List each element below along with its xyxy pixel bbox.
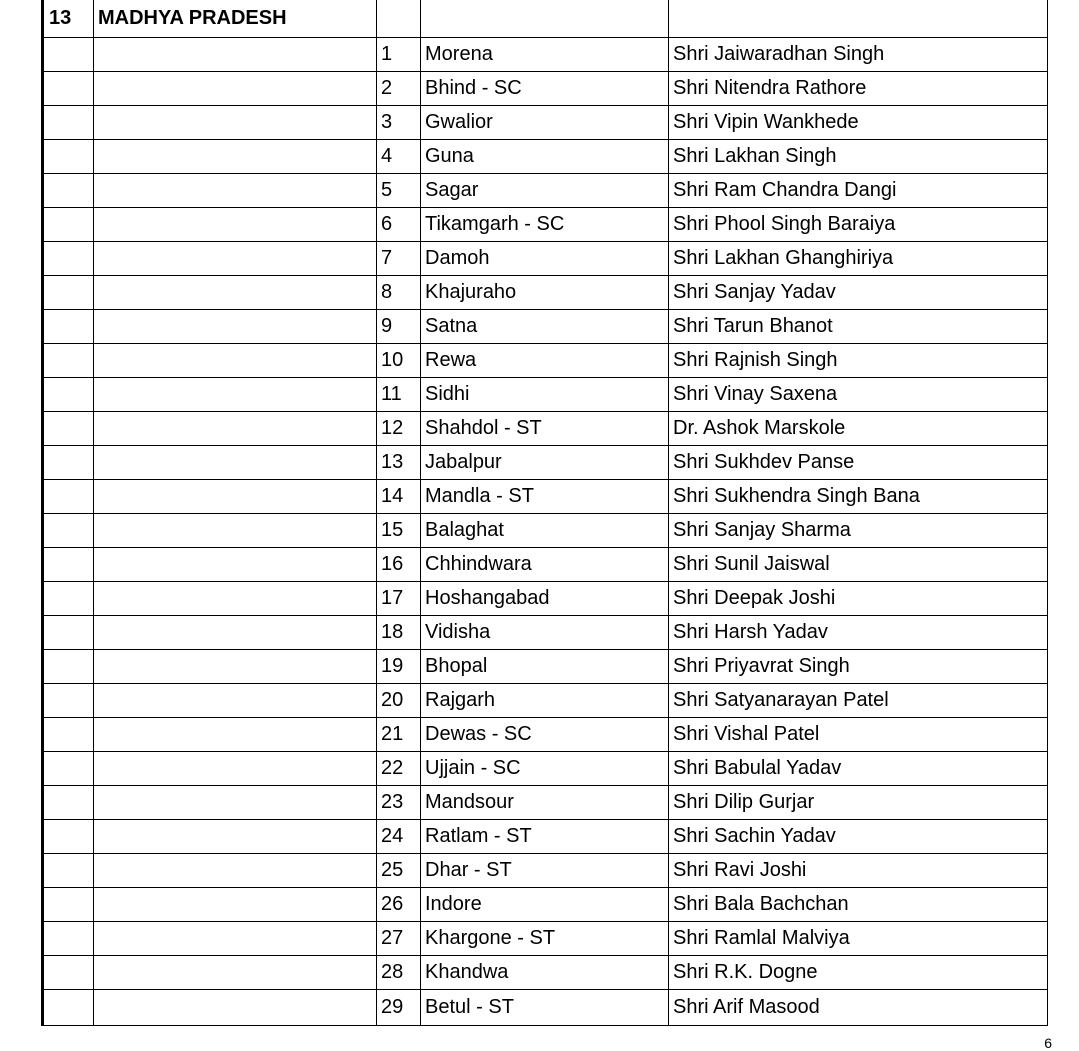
table-row (43, 650, 1048, 684)
candidate-name: Shri Satyanarayan Patel (669, 684, 1048, 718)
table-row (43, 276, 1048, 310)
serial-number: 4 (377, 140, 421, 174)
state-number: 13 (43, 0, 94, 38)
constituency-name: Hoshangabad (421, 582, 669, 616)
serial-number: 12 (377, 412, 421, 446)
candidate-name: Shri Lakhan Singh (669, 140, 1048, 174)
candidate-name: Shri Sukhendra Singh Bana (669, 480, 1048, 514)
empty-cell (43, 990, 94, 1026)
constituency-name: Khandwa (421, 956, 669, 990)
constituency-name: Mandla - ST (421, 480, 669, 514)
constituency-name: Dhar - ST (421, 854, 669, 888)
table-row (43, 242, 1048, 276)
empty-cell (669, 0, 1048, 38)
candidate-name: Shri Vinay Saxena (669, 378, 1048, 412)
empty-cell (377, 0, 421, 38)
candidate-name: Shri Bala Bachchan (669, 888, 1048, 922)
table-row (43, 514, 1048, 548)
empty-cell (43, 446, 94, 480)
candidate-name: Shri Lakhan Ghanghiriya (669, 242, 1048, 276)
serial-number: 13 (377, 446, 421, 480)
constituency-name: Bhind - SC (421, 72, 669, 106)
serial-number: 24 (377, 820, 421, 854)
table-row (43, 378, 1048, 412)
constituency-name: Vidisha (421, 616, 669, 650)
empty-cell (94, 208, 377, 242)
candidate-name: Shri Sachin Yadav (669, 820, 1048, 854)
constituency-name: Khargone - ST (421, 922, 669, 956)
table-row (43, 684, 1048, 718)
empty-cell (94, 480, 377, 514)
empty-cell (94, 548, 377, 582)
constituency-name: Sagar (421, 174, 669, 208)
constituency-name: Rajgarh (421, 684, 669, 718)
table-row (43, 922, 1048, 956)
serial-number: 23 (377, 786, 421, 820)
empty-cell (94, 616, 377, 650)
constituency-name: Ratlam - ST (421, 820, 669, 854)
candidate-name: Shri R.K. Dogne (669, 956, 1048, 990)
empty-cell (43, 208, 94, 242)
empty-cell (43, 752, 94, 786)
constituency-name: Tikamgarh - SC (421, 208, 669, 242)
empty-cell (94, 684, 377, 718)
serial-number: 5 (377, 174, 421, 208)
empty-cell (94, 888, 377, 922)
serial-number: 19 (377, 650, 421, 684)
empty-cell (94, 344, 377, 378)
empty-cell (94, 38, 377, 72)
constituency-name: Morena (421, 38, 669, 72)
candidate-name: Shri Priyavrat Singh (669, 650, 1048, 684)
empty-cell (94, 582, 377, 616)
constituency-name: Betul - ST (421, 990, 669, 1026)
empty-cell (43, 480, 94, 514)
serial-number: 6 (377, 208, 421, 242)
serial-number: 7 (377, 242, 421, 276)
constituency-name: Chhindwara (421, 548, 669, 582)
empty-cell (43, 242, 94, 276)
serial-number: 29 (377, 990, 421, 1026)
candidate-name: Shri Tarun Bhanot (669, 310, 1048, 344)
table-row (43, 888, 1048, 922)
empty-cell (94, 752, 377, 786)
constituency-name: Satna (421, 310, 669, 344)
empty-cell (43, 412, 94, 446)
serial-number: 22 (377, 752, 421, 786)
page-number: 6 (1044, 1035, 1052, 1051)
table-row (43, 548, 1048, 582)
empty-cell (43, 548, 94, 582)
constituency-name: Damoh (421, 242, 669, 276)
empty-cell (94, 412, 377, 446)
serial-number: 26 (377, 888, 421, 922)
candidate-name: Shri Babulal Yadav (669, 752, 1048, 786)
empty-cell (94, 820, 377, 854)
empty-cell (43, 344, 94, 378)
empty-cell (94, 276, 377, 310)
table-row (43, 990, 1048, 1026)
serial-number: 1 (377, 38, 421, 72)
empty-cell (43, 378, 94, 412)
table-row (43, 854, 1048, 888)
empty-cell (94, 72, 377, 106)
candidate-name: Shri Ravi Joshi (669, 854, 1048, 888)
empty-cell (43, 174, 94, 208)
empty-cell (94, 174, 377, 208)
table-row (43, 752, 1048, 786)
table-row (43, 718, 1048, 752)
constituency-name: Balaghat (421, 514, 669, 548)
serial-number: 20 (377, 684, 421, 718)
empty-cell (43, 72, 94, 106)
empty-cell (94, 718, 377, 752)
table-row (43, 786, 1048, 820)
candidate-name: Shri Arif Masood (669, 990, 1048, 1026)
empty-cell (43, 786, 94, 820)
table-row (43, 106, 1048, 140)
empty-cell (43, 854, 94, 888)
state-header-row (43, 0, 1048, 38)
serial-number: 3 (377, 106, 421, 140)
empty-cell (43, 514, 94, 548)
constituency-name: Ujjain - SC (421, 752, 669, 786)
candidate-name: Shri Sunil Jaiswal (669, 548, 1048, 582)
serial-number: 2 (377, 72, 421, 106)
constituency-name: Indore (421, 888, 669, 922)
constituency-name: Sidhi (421, 378, 669, 412)
table-row (43, 38, 1048, 72)
candidate-name: Shri Jaiwaradhan Singh (669, 38, 1048, 72)
candidate-name: Shri Harsh Yadav (669, 616, 1048, 650)
empty-cell (94, 854, 377, 888)
empty-cell (94, 786, 377, 820)
serial-number: 8 (377, 276, 421, 310)
candidate-name: Shri Deepak Joshi (669, 582, 1048, 616)
empty-cell (94, 650, 377, 684)
empty-cell (43, 718, 94, 752)
serial-number: 21 (377, 718, 421, 752)
candidate-name: Shri Ram Chandra Dangi (669, 174, 1048, 208)
constituency-name: Dewas - SC (421, 718, 669, 752)
serial-number: 9 (377, 310, 421, 344)
empty-cell (43, 38, 94, 72)
empty-cell (43, 820, 94, 854)
candidate-name: Shri Nitendra Rathore (669, 72, 1048, 106)
empty-cell (43, 276, 94, 310)
table-row (43, 446, 1048, 480)
empty-cell (94, 922, 377, 956)
empty-cell (94, 242, 377, 276)
serial-number: 17 (377, 582, 421, 616)
table-row (43, 310, 1048, 344)
empty-cell (43, 684, 94, 718)
empty-cell (43, 616, 94, 650)
empty-cell (94, 310, 377, 344)
serial-number: 10 (377, 344, 421, 378)
serial-number: 11 (377, 378, 421, 412)
table-row (43, 72, 1048, 106)
empty-cell (421, 0, 669, 38)
constituency-name: Khajuraho (421, 276, 669, 310)
serial-number: 18 (377, 616, 421, 650)
empty-cell (43, 650, 94, 684)
empty-cell (94, 956, 377, 990)
table-row (43, 174, 1048, 208)
constituency-name: Rewa (421, 344, 669, 378)
table-row (43, 820, 1048, 854)
constituency-name: Shahdol - ST (421, 412, 669, 446)
state-name: MADHYA PRADESH (94, 0, 377, 38)
serial-number: 25 (377, 854, 421, 888)
candidate-name: Shri Vishal Patel (669, 718, 1048, 752)
constituency-name: Bhopal (421, 650, 669, 684)
table-row (43, 582, 1048, 616)
candidate-name: Dr. Ashok Marskole (669, 412, 1048, 446)
constituency-name: Gwalior (421, 106, 669, 140)
empty-cell (43, 888, 94, 922)
table-row (43, 344, 1048, 378)
empty-cell (43, 582, 94, 616)
serial-number: 15 (377, 514, 421, 548)
table-body (43, 0, 1048, 1026)
table-row (43, 412, 1048, 446)
empty-cell (94, 378, 377, 412)
table-row (43, 140, 1048, 174)
empty-cell (94, 990, 377, 1026)
candidate-name: Shri Sukhdev Panse (669, 446, 1048, 480)
constituency-name: Mandsour (421, 786, 669, 820)
table-row (43, 208, 1048, 242)
table-row (43, 956, 1048, 990)
serial-number: 16 (377, 548, 421, 582)
candidate-name: Shri Phool Singh Baraiya (669, 208, 1048, 242)
candidate-name: Shri Sanjay Sharma (669, 514, 1048, 548)
empty-cell (43, 956, 94, 990)
empty-cell (94, 446, 377, 480)
empty-cell (94, 140, 377, 174)
table-row (43, 616, 1048, 650)
candidate-name: Shri Vipin Wankhede (669, 106, 1048, 140)
candidate-list-table (41, 0, 1048, 1026)
constituency-name: Jabalpur (421, 446, 669, 480)
candidate-name: Shri Rajnish Singh (669, 344, 1048, 378)
table-row (43, 480, 1048, 514)
empty-cell (43, 922, 94, 956)
empty-cell (43, 140, 94, 174)
empty-cell (94, 106, 377, 140)
empty-cell (43, 310, 94, 344)
constituency-name: Guna (421, 140, 669, 174)
serial-number: 27 (377, 922, 421, 956)
serial-number: 14 (377, 480, 421, 514)
empty-cell (94, 514, 377, 548)
empty-cell (43, 106, 94, 140)
candidate-name: Shri Ramlal Malviya (669, 922, 1048, 956)
candidate-name: Shri Dilip Gurjar (669, 786, 1048, 820)
serial-number: 28 (377, 956, 421, 990)
candidate-name: Shri Sanjay Yadav (669, 276, 1048, 310)
